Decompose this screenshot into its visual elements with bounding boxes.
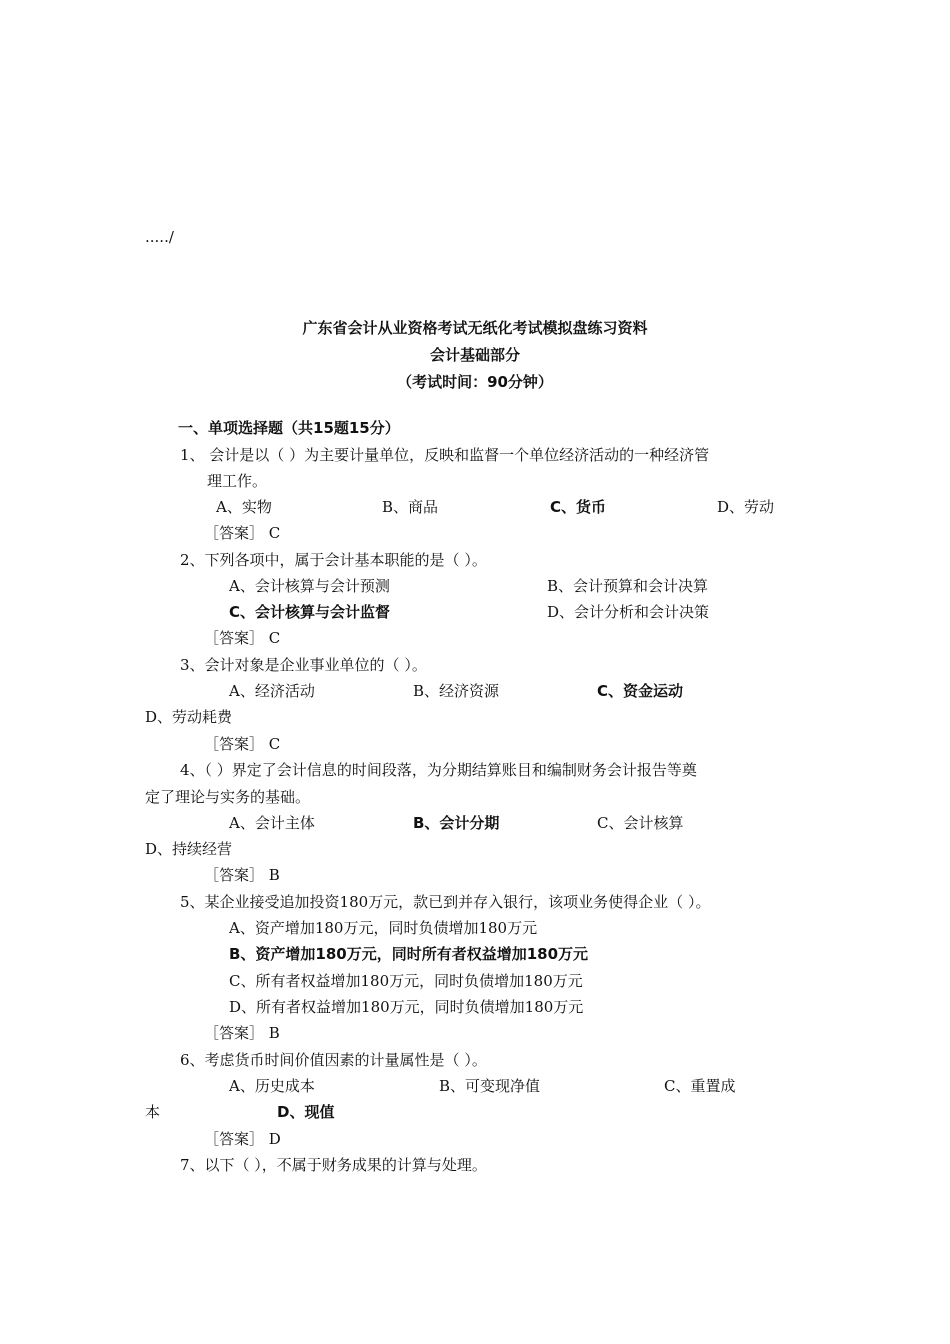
q3-answer: ［答案］ C bbox=[204, 735, 281, 753]
q2-option-b: B、会计预算和会计决算 bbox=[547, 577, 709, 595]
q4-stem-line1: 4、（ ）界定了会计信息的时间段落，为分期结算账目和编制财务会计报告等奠 bbox=[180, 761, 697, 779]
q5-answer: ［答案］ B bbox=[204, 1024, 280, 1042]
q1-stem-line2: 理工作。 bbox=[207, 472, 268, 490]
q5-stem: 5、某企业接受追加投资180万元，款已到并存入银行，该项业务使得企业（ ）。 bbox=[180, 893, 711, 911]
q5-option-d: D、所有者权益增加180万元，同时负债增加180万元 bbox=[229, 998, 584, 1016]
document-subtitle: 会计基础部分 bbox=[429, 346, 520, 364]
q2-answer: ［答案］ C bbox=[204, 629, 281, 647]
q6-option-d: D、现值 bbox=[277, 1103, 335, 1121]
q2-option-d: D、会计分析和会计决策 bbox=[547, 603, 710, 621]
q6-option-b: B、可变现净值 bbox=[439, 1077, 541, 1095]
q1-answer: ［答案］ C bbox=[204, 524, 281, 542]
q6-option-c-wrap: 本 bbox=[145, 1103, 161, 1121]
exam-time: （考试时间：90分钟） bbox=[397, 373, 553, 391]
q6-option-a: A、历史成本 bbox=[229, 1077, 315, 1095]
q3-option-d: D、劳动耗费 bbox=[145, 708, 233, 726]
header-mark: ...../ bbox=[145, 228, 174, 246]
q1-stem-line1: 1、 会计是以（ ）为主要计量单位，反映和监督一个单位经济活动的一种经济管 bbox=[180, 446, 710, 464]
q6-stem: 6、考虑货币时间价值因素的计量属性是（ ）。 bbox=[180, 1051, 487, 1069]
q3-option-a: A、经济活动 bbox=[229, 682, 315, 700]
q4-stem-line2: 定了理论与实务的基础。 bbox=[145, 788, 311, 806]
q1-option-a: A、实物 bbox=[216, 498, 272, 516]
q5-option-c: C、所有者权益增加180万元，同时负债增加180万元 bbox=[229, 972, 583, 990]
q1-option-b: B、商品 bbox=[382, 498, 439, 516]
q5-option-a: A、资产增加180万元，同时负债增加180万元 bbox=[229, 919, 538, 937]
q3-option-c: C、资金运动 bbox=[597, 682, 684, 700]
q6-answer: ［答案］ D bbox=[204, 1130, 281, 1148]
section-heading: 一、单项选择题（共15题15分） bbox=[178, 419, 400, 437]
q2-option-a: A、会计核算与会计预测 bbox=[229, 577, 390, 595]
q2-option-c: C、会计核算与会计监督 bbox=[229, 603, 391, 621]
q6-option-c: C、重置成 bbox=[664, 1077, 736, 1095]
q3-option-b: B、经济资源 bbox=[413, 682, 500, 700]
q2-stem: 2、下列各项中，属于会计基本职能的是（ ）。 bbox=[180, 551, 487, 569]
q4-option-d: D、持续经营 bbox=[145, 840, 233, 858]
q4-option-c: C、会计核算 bbox=[597, 814, 684, 832]
q1-option-d: D、劳动 bbox=[717, 498, 775, 516]
q4-answer: ［答案］ B bbox=[204, 866, 280, 884]
q3-stem: 3、会计对象是企业事业单位的（ ）。 bbox=[180, 656, 427, 674]
q4-option-a: A、会计主体 bbox=[229, 814, 315, 832]
q7-stem: 7、以下（ ），不属于财务成果的计算与处理。 bbox=[180, 1156, 487, 1174]
document-title: 广东省会计从业资格考试无纸化考试模拟盘练习资料 bbox=[302, 319, 648, 337]
q4-option-b: B、会计分期 bbox=[413, 814, 500, 832]
q5-option-b: B、资产增加180万元，同时所有者权益增加180万元 bbox=[229, 945, 589, 963]
q1-option-c: C、货币 bbox=[550, 498, 607, 516]
